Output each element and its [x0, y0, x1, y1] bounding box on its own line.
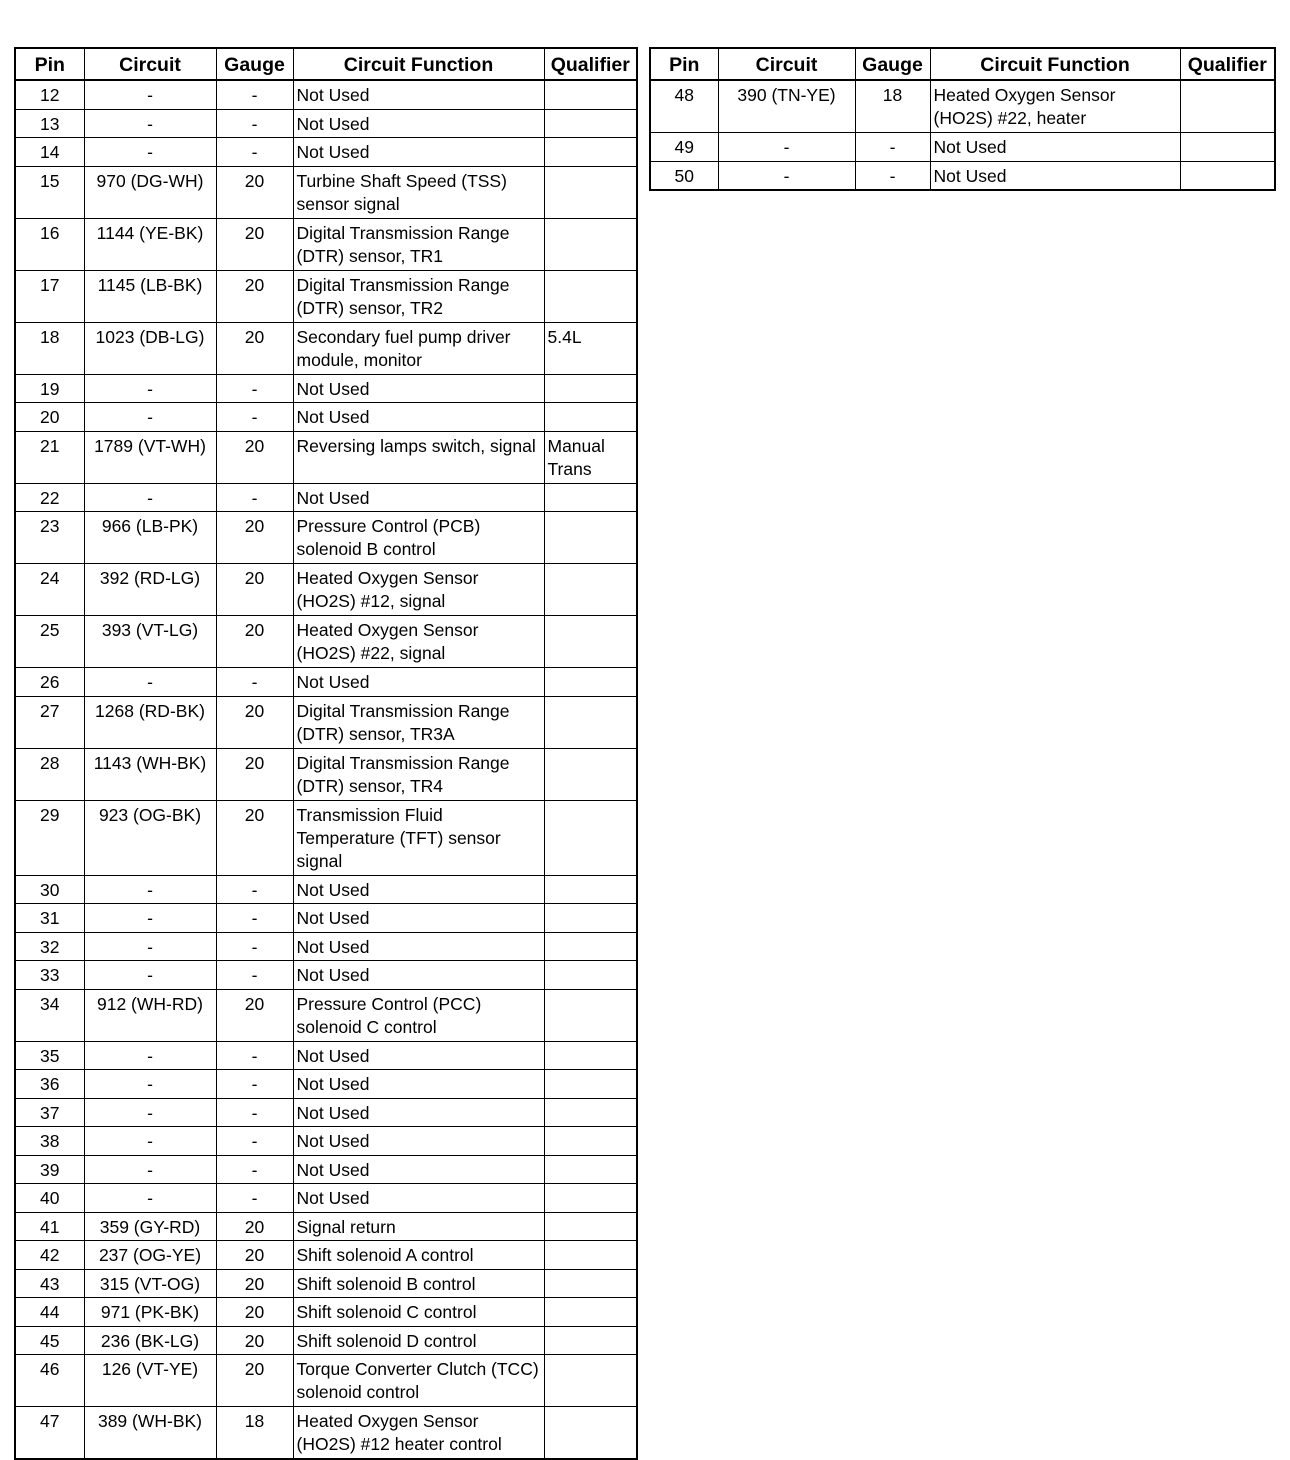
table-row — [15, 512, 637, 564]
cell-circuit-function: Shift solenoid C control — [293, 1298, 544, 1327]
cell-gauge: 20 — [216, 800, 293, 875]
cell-circuit: - — [84, 1184, 216, 1213]
table-row — [15, 616, 637, 668]
cell-circuit: 390 (TN-YE) — [718, 80, 855, 133]
cell-qualifier — [544, 512, 637, 564]
table-row — [15, 1269, 637, 1298]
table-row — [15, 1070, 637, 1099]
cell-pin: 47 — [15, 1407, 84, 1460]
cell-circuit: - — [84, 932, 216, 961]
cell-gauge: 20 — [216, 218, 293, 270]
cell-circuit-function: Shift solenoid A control — [293, 1241, 544, 1270]
cell-circuit: - — [84, 904, 216, 933]
cell-circuit: - — [84, 1127, 216, 1156]
table-row — [15, 1041, 637, 1070]
cell-circuit-function: Heated Oxygen Sensor (HO2S) #12 heater control — [293, 1407, 544, 1460]
cell-circuit: - — [84, 403, 216, 432]
cell-circuit: 966 (LB-PK) — [84, 512, 216, 564]
cell-pin: 43 — [15, 1269, 84, 1298]
cell-pin: 44 — [15, 1298, 84, 1327]
cell-circuit-function: Digital Transmission Range (DTR) sensor, TR4 — [293, 748, 544, 800]
cell-circuit-function: Not Used — [293, 403, 544, 432]
cell-qualifier — [544, 875, 637, 904]
cell-circuit: 971 (PK-BK) — [84, 1298, 216, 1327]
cell-pin: 40 — [15, 1184, 84, 1213]
cell-qualifier — [1180, 80, 1275, 133]
cell-pin: 36 — [15, 1070, 84, 1099]
cell-circuit-function: Not Used — [293, 961, 544, 990]
cell-gauge: 20 — [216, 1355, 293, 1407]
cell-circuit-function: Heated Oxygen Sensor (HO2S) #12, signal — [293, 564, 544, 616]
cell-circuit-function: Transmission Fluid Temperature (TFT) sensor signal — [293, 800, 544, 875]
table-header-row — [650, 48, 1275, 80]
cell-qualifier — [544, 166, 637, 218]
cell-circuit-function: Digital Transmission Range (DTR) sensor, TR2 — [293, 270, 544, 322]
cell-gauge: 20 — [216, 1326, 293, 1355]
cell-circuit: 359 (GY-RD) — [84, 1212, 216, 1241]
header-pin: Pin — [650, 48, 718, 80]
cell-circuit-function: Reversing lamps switch, signal — [293, 431, 544, 483]
cell-gauge: - — [216, 403, 293, 432]
cell-circuit-function: Not Used — [293, 904, 544, 933]
cell-qualifier — [544, 374, 637, 403]
cell-qualifier — [544, 696, 637, 748]
cell-pin: 23 — [15, 512, 84, 564]
cell-pin: 24 — [15, 564, 84, 616]
cell-qualifier — [544, 748, 637, 800]
cell-pin: 38 — [15, 1127, 84, 1156]
cell-circuit: - — [84, 1041, 216, 1070]
cell-qualifier — [544, 1184, 637, 1213]
cell-circuit-function: Not Used — [293, 1070, 544, 1099]
cell-gauge: 20 — [216, 564, 293, 616]
table-row — [15, 109, 637, 138]
table-row — [650, 80, 1275, 133]
cell-gauge: - — [216, 109, 293, 138]
cell-pin: 27 — [15, 696, 84, 748]
cell-circuit: - — [84, 374, 216, 403]
cell-gauge: - — [855, 133, 930, 162]
cell-circuit: 1268 (RD-BK) — [84, 696, 216, 748]
header-circuit: Circuit — [84, 48, 216, 80]
cell-pin: 28 — [15, 748, 84, 800]
cell-pin: 32 — [15, 932, 84, 961]
cell-qualifier — [544, 616, 637, 668]
table-row — [15, 1407, 637, 1460]
cell-circuit-function: Digital Transmission Range (DTR) sensor, TR3A — [293, 696, 544, 748]
cell-circuit-function: Not Used — [293, 1041, 544, 1070]
cell-qualifier — [544, 138, 637, 167]
table-row — [15, 668, 637, 697]
cell-circuit: 236 (BK-LG) — [84, 1326, 216, 1355]
cell-gauge: - — [216, 875, 293, 904]
cell-pin: 42 — [15, 1241, 84, 1270]
cell-circuit: 389 (WH-BK) — [84, 1407, 216, 1460]
cell-gauge: 20 — [216, 696, 293, 748]
cell-pin: 12 — [15, 80, 84, 109]
table-row — [15, 1241, 637, 1270]
cell-circuit: - — [84, 109, 216, 138]
cell-circuit-function: Not Used — [293, 109, 544, 138]
cell-qualifier — [544, 564, 637, 616]
cell-pin: 22 — [15, 483, 84, 512]
cell-qualifier — [544, 109, 637, 138]
cell-circuit: - — [84, 961, 216, 990]
cell-circuit-function: Shift solenoid D control — [293, 1326, 544, 1355]
cell-circuit: - — [84, 138, 216, 167]
cell-circuit: 392 (RD-LG) — [84, 564, 216, 616]
table-row — [15, 1184, 637, 1213]
cell-circuit: - — [84, 80, 216, 109]
header-circuit-function: Circuit Function — [930, 48, 1180, 80]
cell-circuit: 315 (VT-OG) — [84, 1269, 216, 1298]
table-header-row — [15, 48, 637, 80]
cell-circuit-function: Not Used — [293, 483, 544, 512]
table-row — [15, 1298, 637, 1327]
cell-gauge: - — [216, 80, 293, 109]
table-row — [15, 904, 637, 933]
cell-gauge: - — [216, 1155, 293, 1184]
cell-pin: 48 — [650, 80, 718, 133]
cell-circuit-function: Not Used — [293, 1098, 544, 1127]
cell-circuit-function: Turbine Shaft Speed (TSS) sensor signal — [293, 166, 544, 218]
cell-qualifier — [544, 668, 637, 697]
cell-gauge: 18 — [855, 80, 930, 133]
cell-pin: 26 — [15, 668, 84, 697]
cell-pin: 45 — [15, 1326, 84, 1355]
cell-circuit-function: Not Used — [930, 133, 1180, 162]
table-row — [15, 696, 637, 748]
cell-pin: 35 — [15, 1041, 84, 1070]
cell-qualifier — [544, 989, 637, 1041]
cell-pin: 49 — [650, 133, 718, 162]
cell-qualifier — [544, 1326, 637, 1355]
cell-pin: 37 — [15, 1098, 84, 1127]
cell-pin: 39 — [15, 1155, 84, 1184]
cell-circuit-function: Not Used — [293, 1184, 544, 1213]
cell-qualifier — [544, 1098, 637, 1127]
cell-circuit: 393 (VT-LG) — [84, 616, 216, 668]
table-row — [15, 166, 637, 218]
table-row — [15, 431, 637, 483]
cell-qualifier — [544, 1212, 637, 1241]
table-row — [15, 483, 637, 512]
cell-qualifier: 5.4L — [544, 322, 637, 374]
cell-gauge: - — [216, 374, 293, 403]
cell-circuit-function: Not Used — [293, 138, 544, 167]
cell-gauge: - — [855, 161, 930, 190]
cell-pin: 33 — [15, 961, 84, 990]
cell-circuit-function: Not Used — [293, 932, 544, 961]
cell-gauge: - — [216, 483, 293, 512]
cell-pin: 13 — [15, 109, 84, 138]
cell-gauge: 20 — [216, 1298, 293, 1327]
cell-circuit-function: Not Used — [293, 668, 544, 697]
table-row — [15, 1355, 637, 1407]
table-row — [15, 875, 637, 904]
cell-pin: 21 — [15, 431, 84, 483]
cell-circuit: 912 (WH-RD) — [84, 989, 216, 1041]
cell-gauge: 20 — [216, 1269, 293, 1298]
cell-gauge: - — [216, 138, 293, 167]
table-row — [15, 1326, 637, 1355]
cell-circuit: - — [84, 483, 216, 512]
table-row — [15, 270, 637, 322]
cell-pin: 17 — [15, 270, 84, 322]
table-row — [15, 748, 637, 800]
cell-gauge: 20 — [216, 431, 293, 483]
cell-qualifier — [544, 1155, 637, 1184]
cell-gauge: 20 — [216, 1212, 293, 1241]
cell-pin: 14 — [15, 138, 84, 167]
cell-qualifier — [544, 1070, 637, 1099]
cell-circuit: - — [84, 1155, 216, 1184]
table-row — [15, 800, 637, 875]
table-row — [15, 1155, 637, 1184]
cell-pin: 29 — [15, 800, 84, 875]
table-row — [15, 374, 637, 403]
cell-pin: 30 — [15, 875, 84, 904]
cell-qualifier — [544, 1407, 637, 1460]
cell-circuit-function: Heated Oxygen Sensor (HO2S) #22, heater — [930, 80, 1180, 133]
cell-circuit-function: Not Used — [293, 1127, 544, 1156]
cell-circuit: - — [718, 133, 855, 162]
cell-circuit-function: Not Used — [293, 374, 544, 403]
cell-circuit: - — [718, 161, 855, 190]
pin-table-right — [649, 47, 1276, 191]
header-qualifier: Qualifier — [1180, 48, 1275, 80]
cell-circuit-function: Digital Transmission Range (DTR) sensor, TR1 — [293, 218, 544, 270]
cell-qualifier — [544, 1269, 637, 1298]
cell-circuit: 1143 (WH-BK) — [84, 748, 216, 800]
table-row — [15, 218, 637, 270]
header-pin: Pin — [15, 48, 84, 80]
cell-pin: 19 — [15, 374, 84, 403]
cell-gauge: - — [216, 961, 293, 990]
cell-qualifier — [544, 1127, 637, 1156]
header-circuit: Circuit — [718, 48, 855, 80]
cell-pin: 25 — [15, 616, 84, 668]
table-row — [15, 322, 637, 374]
cell-gauge: 20 — [216, 512, 293, 564]
cell-pin: 41 — [15, 1212, 84, 1241]
cell-gauge: - — [216, 1184, 293, 1213]
table-row — [15, 932, 637, 961]
cell-qualifier — [544, 1298, 637, 1327]
cell-circuit-function: Not Used — [293, 875, 544, 904]
cell-qualifier — [544, 80, 637, 109]
cell-gauge: - — [216, 1070, 293, 1099]
cell-circuit: - — [84, 1098, 216, 1127]
table-row — [650, 161, 1275, 190]
header-qualifier: Qualifier — [544, 48, 637, 80]
cell-circuit: 923 (OG-BK) — [84, 800, 216, 875]
header-circuit-function: Circuit Function — [293, 48, 544, 80]
cell-gauge: 20 — [216, 1241, 293, 1270]
cell-circuit-function: Not Used — [293, 1155, 544, 1184]
cell-gauge: 20 — [216, 616, 293, 668]
cell-pin: 15 — [15, 166, 84, 218]
cell-qualifier — [544, 483, 637, 512]
cell-circuit: - — [84, 1070, 216, 1099]
cell-circuit-function: Secondary fuel pump driver module, monitor — [293, 322, 544, 374]
cell-pin: 18 — [15, 322, 84, 374]
table-row — [15, 564, 637, 616]
cell-pin: 31 — [15, 904, 84, 933]
cell-circuit-function: Heated Oxygen Sensor (HO2S) #22, signal — [293, 616, 544, 668]
table-row — [15, 1098, 637, 1127]
cell-pin: 46 — [15, 1355, 84, 1407]
cell-qualifier — [544, 1041, 637, 1070]
cell-circuit-function: Torque Converter Clutch (TCC) solenoid control — [293, 1355, 544, 1407]
pin-table-left — [14, 47, 638, 1460]
cell-gauge: 20 — [216, 989, 293, 1041]
cell-gauge: 20 — [216, 166, 293, 218]
cell-pin: 34 — [15, 989, 84, 1041]
cell-circuit: 970 (DG-WH) — [84, 166, 216, 218]
cell-pin: 20 — [15, 403, 84, 432]
cell-circuit: - — [84, 668, 216, 697]
cell-qualifier — [1180, 133, 1275, 162]
cell-pin: 50 — [650, 161, 718, 190]
cell-qualifier — [544, 904, 637, 933]
table-row — [15, 1212, 637, 1241]
cell-qualifier — [544, 1355, 637, 1407]
cell-gauge: - — [216, 1098, 293, 1127]
table-row — [15, 403, 637, 432]
cell-qualifier — [1180, 161, 1275, 190]
cell-circuit-function: Not Used — [293, 80, 544, 109]
cell-circuit-function: Shift solenoid B control — [293, 1269, 544, 1298]
table-row — [15, 138, 637, 167]
cell-gauge: 18 — [216, 1407, 293, 1460]
cell-gauge: 20 — [216, 270, 293, 322]
table-row — [15, 961, 637, 990]
cell-circuit: 1145 (LB-BK) — [84, 270, 216, 322]
cell-qualifier — [544, 1241, 637, 1270]
cell-pin: 16 — [15, 218, 84, 270]
cell-circuit: 126 (VT-YE) — [84, 1355, 216, 1407]
cell-gauge: 20 — [216, 748, 293, 800]
cell-circuit-function: Signal return — [293, 1212, 544, 1241]
table-row — [650, 133, 1275, 162]
table-row — [15, 80, 637, 109]
header-gauge: Gauge — [855, 48, 930, 80]
table-row — [15, 1127, 637, 1156]
cell-gauge: 20 — [216, 322, 293, 374]
cell-circuit: 1144 (YE-BK) — [84, 218, 216, 270]
cell-qualifier — [544, 270, 637, 322]
header-gauge: Gauge — [216, 48, 293, 80]
cell-circuit: 237 (OG-YE) — [84, 1241, 216, 1270]
cell-qualifier — [544, 403, 637, 432]
table-row — [15, 989, 637, 1041]
cell-qualifier — [544, 932, 637, 961]
cell-circuit: 1789 (VT-WH) — [84, 431, 216, 483]
cell-circuit-function: Not Used — [930, 161, 1180, 190]
cell-circuit: 1023 (DB-LG) — [84, 322, 216, 374]
cell-circuit: - — [84, 875, 216, 904]
cell-qualifier: Manual Trans — [544, 431, 637, 483]
cell-gauge: - — [216, 904, 293, 933]
cell-qualifier — [544, 800, 637, 875]
cell-gauge: - — [216, 668, 293, 697]
cell-circuit-function: Pressure Control (PCC) solenoid C control — [293, 989, 544, 1041]
cell-gauge: - — [216, 1127, 293, 1156]
cell-gauge: - — [216, 1041, 293, 1070]
cell-qualifier — [544, 218, 637, 270]
cell-gauge: - — [216, 932, 293, 961]
cell-circuit-function: Pressure Control (PCB) solenoid B control — [293, 512, 544, 564]
cell-qualifier — [544, 961, 637, 990]
